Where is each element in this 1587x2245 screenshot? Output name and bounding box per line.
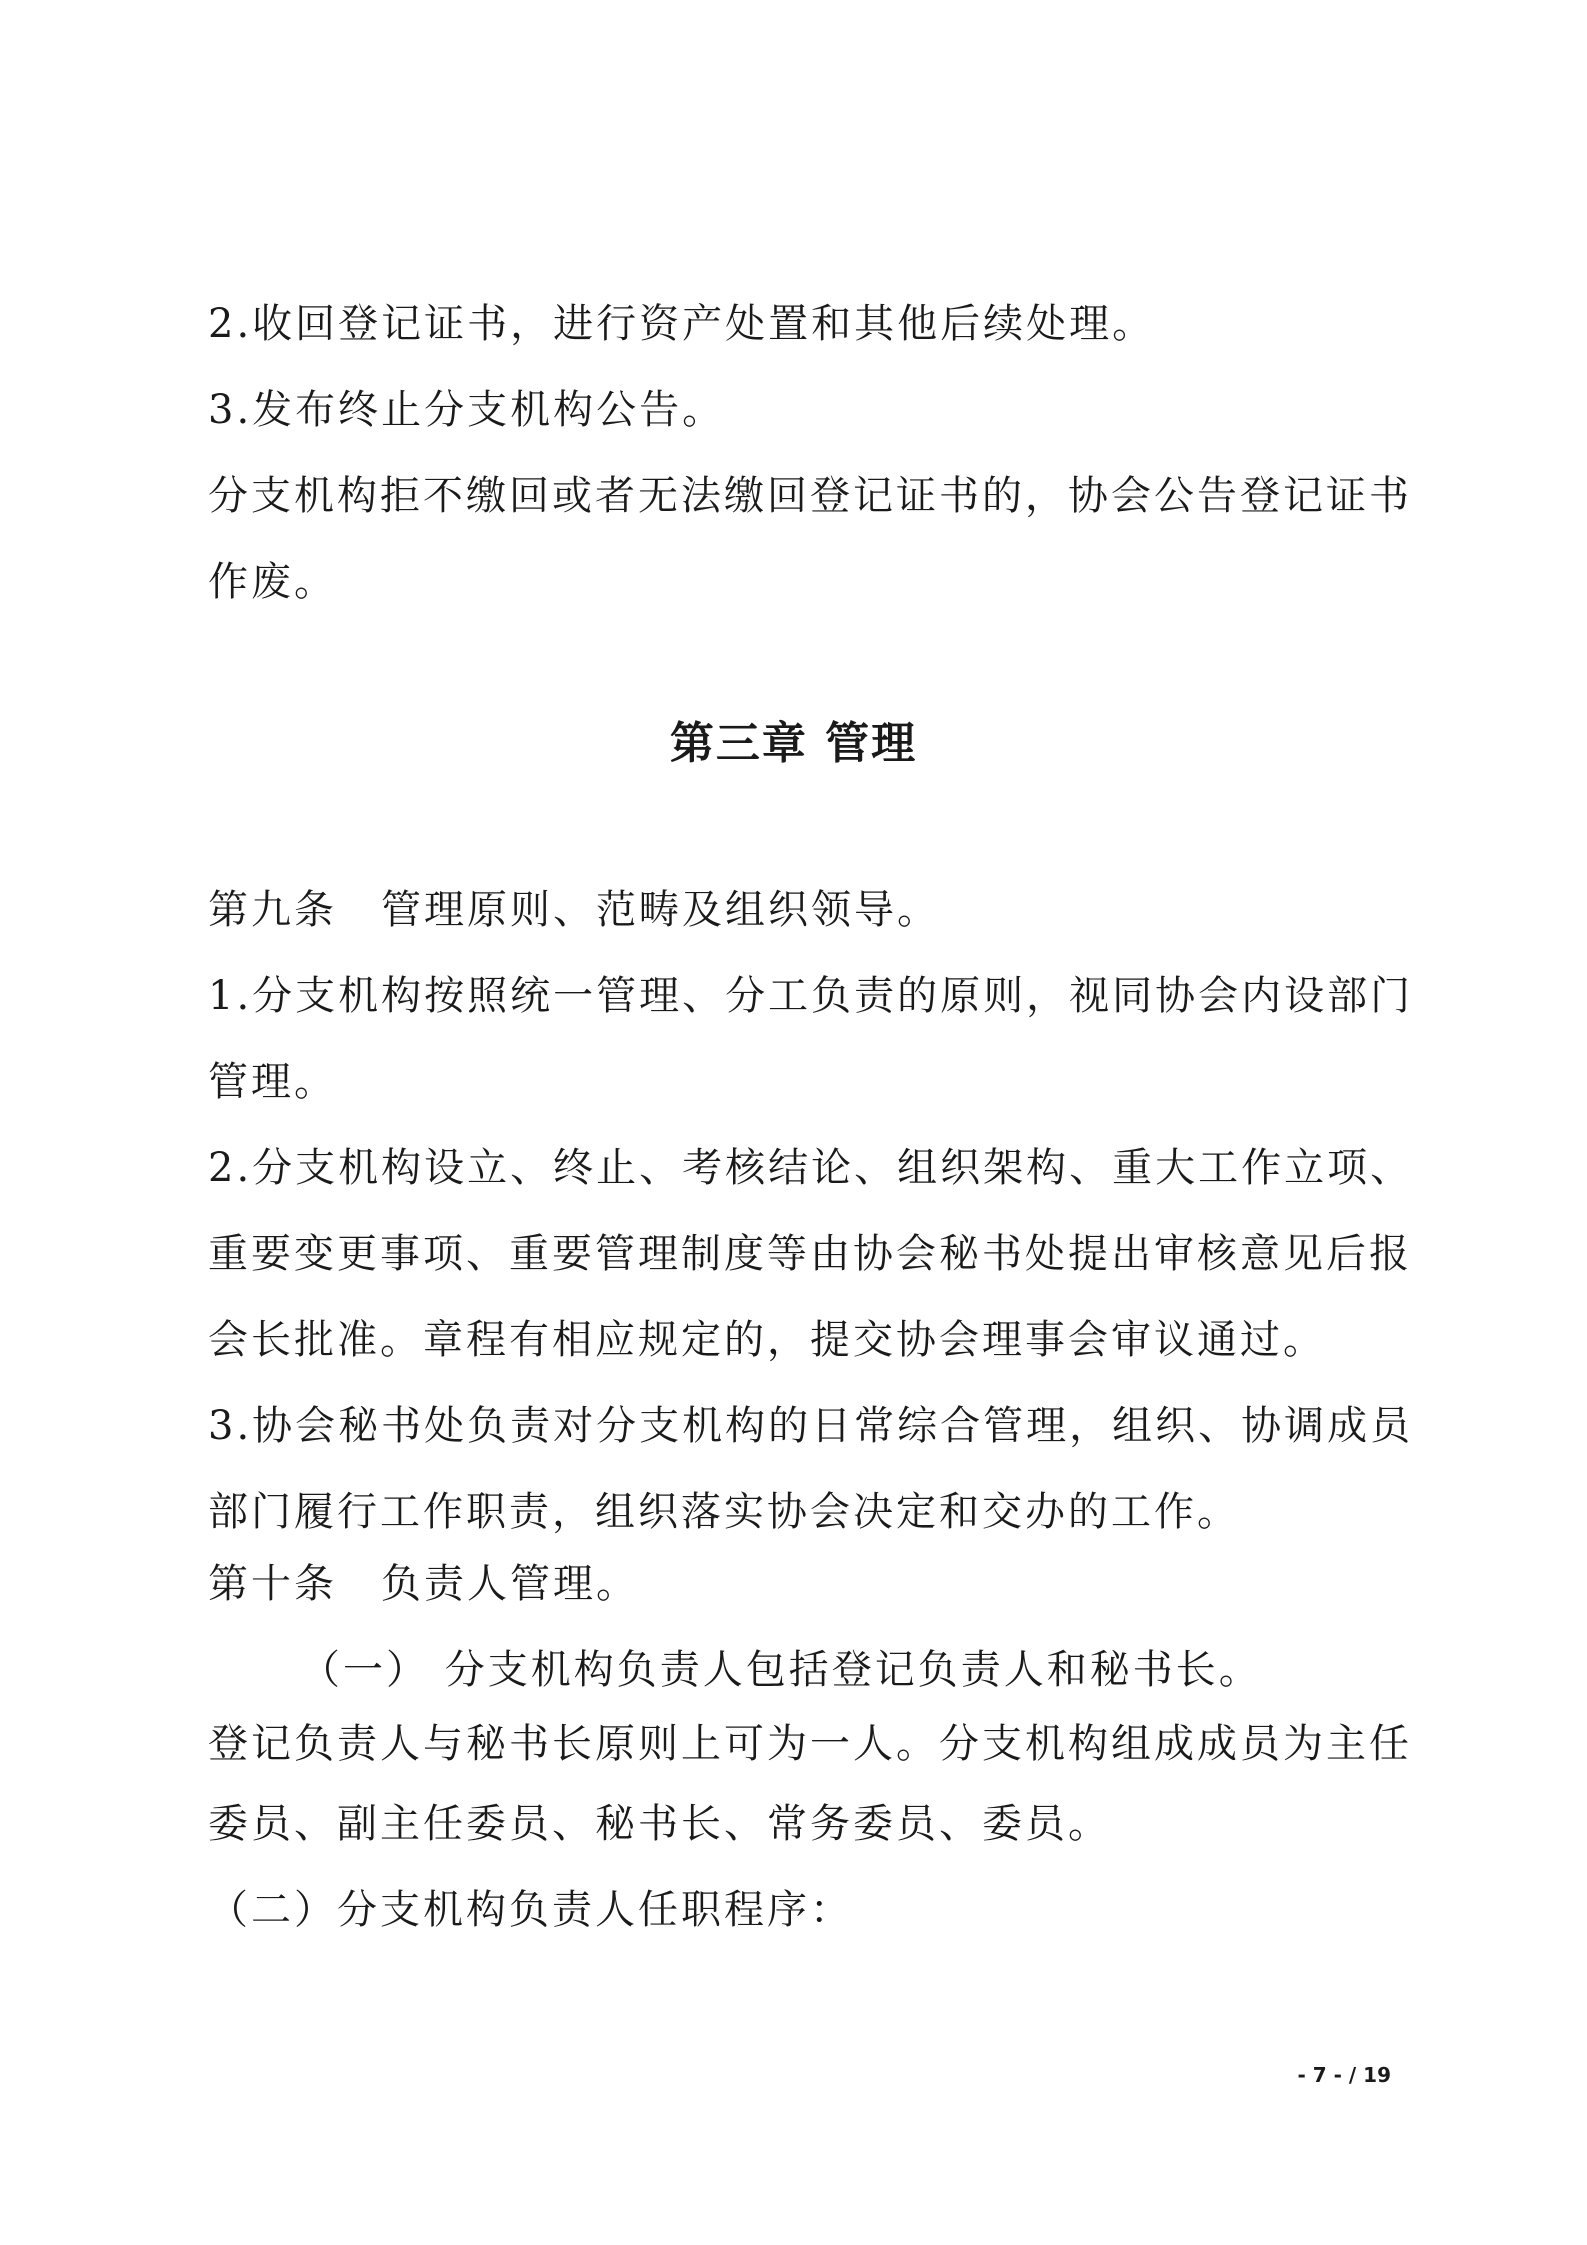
paragraph-line: 登记负责人与秘书长原则上可为一人。分支机构组成成员为主任 — [208, 1721, 1412, 1767]
article-9-number: 第九条 — [208, 887, 337, 933]
paragraph-line: 会长批准。章程有相应规定的，提交协会理事会审议通过。 — [208, 1317, 1326, 1363]
paragraph-line: （二）分支机构负责人任职程序： — [208, 1887, 853, 1933]
paragraph-line: 3.协会秘书处负责对分支机构的日常综合管理，组织、协调成员 — [208, 1403, 1414, 1449]
paragraph-line: 3.发布终止分支机构公告。 — [208, 387, 726, 433]
paragraph-line: 作废。 — [208, 559, 337, 605]
page-number: - 7 - / 19 — [1297, 2063, 1391, 2087]
paragraph-line: 2.分支机构设立、终止、考核结论、组织架构、重大工作立项、 — [208, 1145, 1414, 1191]
paragraph-line: 重要变更事项、重要管理制度等由协会秘书处提出审核意见后报 — [208, 1231, 1412, 1277]
article-10-subject: 负责人管理。 — [381, 1561, 639, 1607]
article-10-heading — [208, 1560, 639, 1608]
article-10-number: 第十条 — [208, 1561, 337, 1607]
paragraph-line: 管理。 — [208, 1059, 337, 1105]
paragraph-line: （一） 分支机构负责人包括登记负责人和秘书长。 — [300, 1647, 1262, 1693]
paragraph-line: 2.收回登记证书，进行资产处置和其他后续处理。 — [208, 301, 1156, 347]
paragraph-line: 部门履行工作职责，组织落实协会决定和交办的工作。 — [208, 1489, 1240, 1535]
paragraph-line: 委员、副主任委员、秘书长、常务委员、委员。 — [208, 1801, 1111, 1847]
chapter-heading: 第三章 管理 — [669, 718, 918, 769]
article-9-subject: 管理原则、范畴及组织领导。 — [381, 887, 940, 933]
paragraph-line: 分支机构拒不缴回或者无法缴回登记证书的，协会公告登记证书 — [208, 473, 1412, 519]
paragraph-line: 1.分支机构按照统一管理、分工负责的原则，视同协会内设部门 — [208, 973, 1414, 1019]
article-9-heading — [208, 886, 940, 934]
